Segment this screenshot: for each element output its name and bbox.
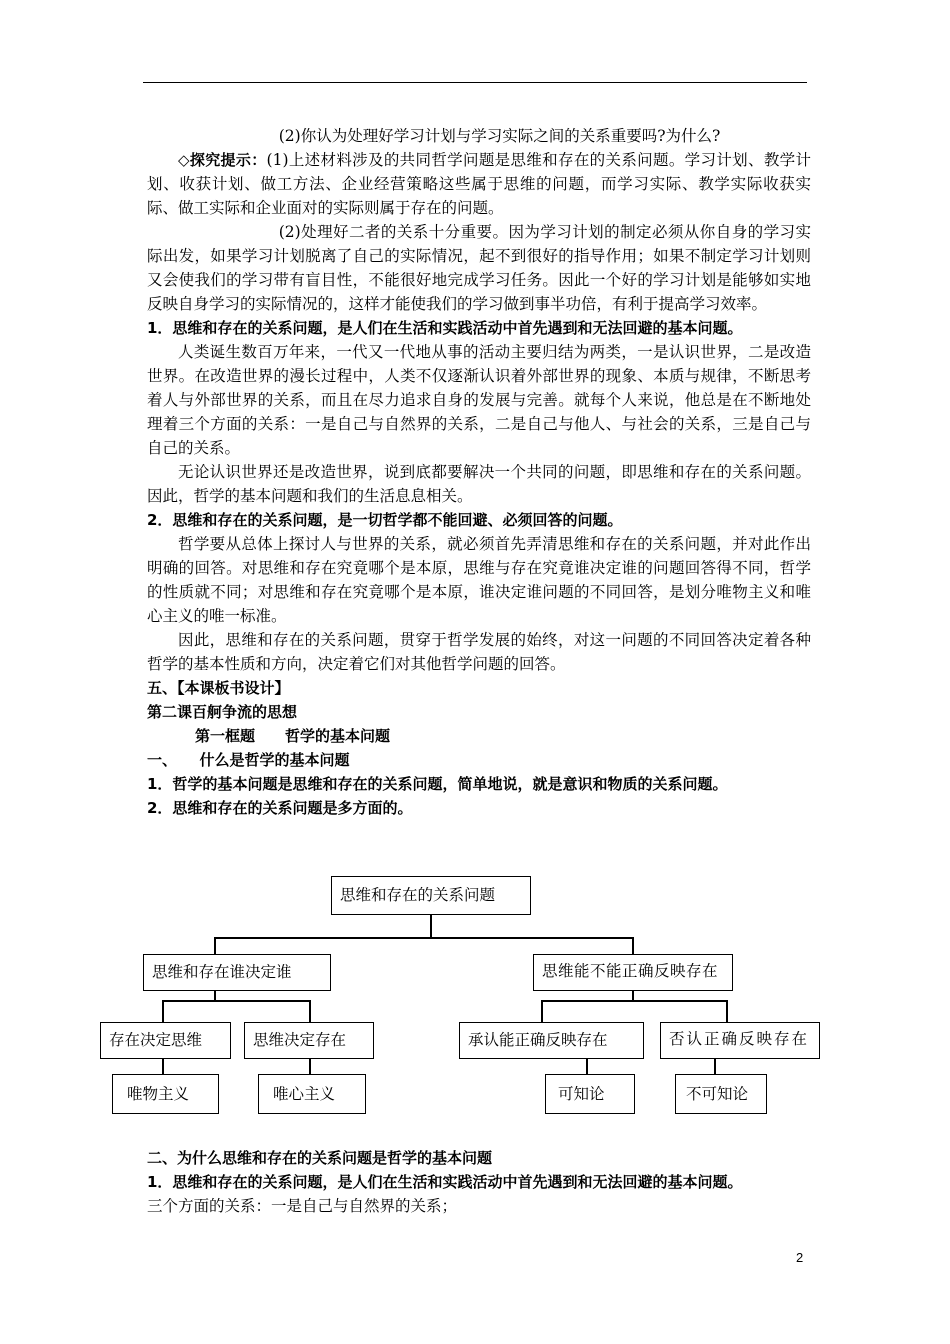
diagram-rrl-box: 不可知论: [675, 1074, 767, 1114]
connector-level1-bar: [214, 937, 632, 939]
connector-rr-leaf: [714, 1058, 716, 1074]
connector-lr-leaf: [309, 1058, 311, 1074]
diagram-lr-box: 思维决定存在: [244, 1022, 374, 1059]
connector-rr-down: [726, 1000, 728, 1022]
lesson-title: 第二课百舸争流的思想: [147, 703, 298, 721]
hint-text-2: (2)处理好二者的关系十分重要。因为学习计划的制定必须从你自身的学习实际出发，如果学习计划脱离了自己的实际情况，起不到很好的指导作用；如果不制定学习计划则又会使我们的学习带有盲目性，不能很好地完成学习任务。因此一个好的学习计划是能够如实地反映自身学习的实际情况的，这样才能使我们的学习做到事半功倍，有利于提高学习效率。: [147, 223, 811, 313]
question-2: (2)你认为处理好学习计划与学习实际之间的关系重要吗?为什么?: [278, 127, 721, 145]
connector-right-stem: [632, 990, 634, 1000]
point-1-text-b: 无论认识世界还是改造世界，说到底都要解决一个共同的问题，即思维和存在的关系问题。因此，哲学的基本问题和我们的生活息息相关。: [147, 463, 811, 505]
connector-rl-leaf: [586, 1058, 588, 1074]
point-1-heading: 1．思维和存在的关系问题，是人们在生活和实践活动中首先遇到和无法回避的基本问题。: [147, 319, 743, 337]
connector-right-down: [632, 937, 634, 954]
header-rule: [143, 82, 807, 83]
diagram-left-box: 思维和存在谁决定谁: [143, 954, 331, 991]
subsection-2-heading: 二、为什么思维和存在的关系问题是哲学的基本问题: [147, 1149, 493, 1167]
connector-left-stem: [214, 990, 216, 1000]
hint-label: ◇探究提示：: [178, 151, 267, 169]
connector-ll-leaf: [162, 1058, 164, 1074]
connector-left-down: [214, 937, 216, 954]
diagram-rr-box: 否认正确反映存在: [660, 1022, 820, 1059]
subsection-2-text: 三个方面的关系：一是自己与自然界的关系；: [147, 1197, 458, 1215]
connector-ll-down: [162, 1000, 164, 1022]
connector-rl-down: [541, 1000, 543, 1022]
board-point-2: 2．思维和存在的关系问题是多方面的。: [147, 799, 413, 817]
connector-right-bar: [541, 1000, 727, 1002]
diagram-ll-box: 存在决定思维: [100, 1022, 231, 1059]
document-tail: [147, 1146, 811, 1218]
subsection-1-heading: 一、 什么是哲学的基本问题: [147, 751, 350, 769]
diagram-right-box: 思维能不能正确反映存在: [533, 954, 733, 991]
hint-text-1: (1)上述材料涉及的共同哲学问题是思维和存在的关系问题。学习计划、教学计划、收获计划、做工方法、企业经营策略这些属于思维的问题，而学习实际、教学实际收获实际、做工实际和企业面对的实际则属于存在的问题。: [147, 151, 811, 217]
point-2-text-b: 因此，思维和存在的关系问题，贯穿于哲学发展的始终，对这一问题的不同回答决定着各种哲学的基本性质和方向，决定着它们对其他哲学问题的回答。: [147, 631, 811, 673]
diagram-lrl-box: 唯心主义: [258, 1074, 366, 1114]
diagram-root-box: 思维和存在的关系问题: [331, 876, 531, 915]
point-1-text-a: 人类诞生数百万年来，一代又一代地从事的活动主要归结为两类，一是认识世界，二是改造世界。在改造世界的漫长过程中，人类不仅逐渐认识着外部世界的现象、本质与规律，不断思考着人与外部世界的关系，而且在尽力追求自身的发展与完善。就每个人来说，他总是在不断地处理着三个方面的关系：一是自己与自然界的关系，二是自己与他人、与社会的关系，三是自己与自己的关系。: [147, 343, 811, 457]
diagram-lll-box: 唯物主义: [112, 1074, 219, 1114]
section-5-heading: 五、【本课板书设计】: [147, 679, 290, 697]
board-point-1: 1．哲学的基本问题是思维和存在的关系问题，简单地说，就是意识和物质的关系问题。: [147, 775, 728, 793]
point-2-text-a: 哲学要从总体上探讨人与世界的关系，就必须首先弄清思维和存在的关系问题，并对此作出明确的回答。对思维和存在究竟哪个是本原，思维与存在究竟谁决定谁的问题回答得不同，哲学的性质就不同；对思维和存在究竟哪个是本原，谁决定谁问题的不同回答，是划分唯物主义和唯心主义的唯一标准。: [147, 535, 811, 625]
connector-root-down: [430, 914, 432, 938]
point-2-heading: 2．思维和存在的关系问题，是一切哲学都不能回避、必须回答的问题。: [147, 511, 623, 529]
hint-paragraph: [147, 148, 811, 220]
diagram-rll-box: 可知论: [545, 1074, 635, 1114]
subsection-2-point-1: 1．思维和存在的关系问题，是人们在生活和实践活动中首先遇到和无法回避的基本问题。: [147, 1173, 743, 1191]
frame-title: 第一框题 哲学的基本问题: [195, 727, 391, 745]
page-number: 2: [796, 1250, 804, 1265]
document-body: [147, 124, 811, 820]
connector-lr-down: [309, 1000, 311, 1022]
diagram-rl-box: 承认能正确反映存在: [459, 1022, 644, 1059]
connector-left-bar: [162, 1000, 310, 1002]
